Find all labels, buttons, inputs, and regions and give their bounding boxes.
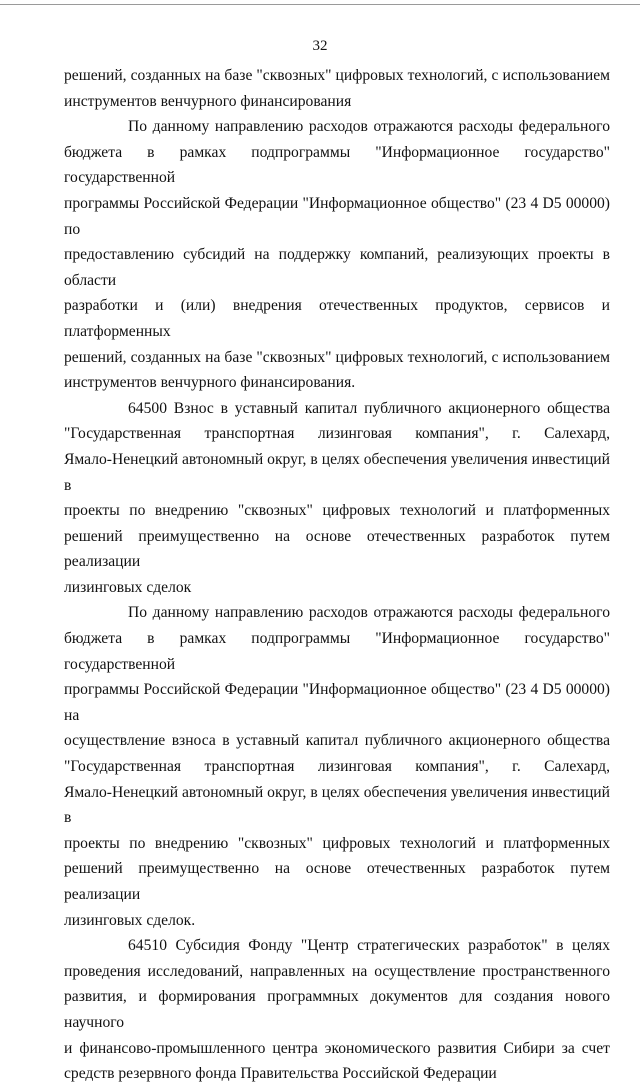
text-line: средств резервного фонда Правительства Российской Федерации xyxy=(64,1065,497,1083)
text-line: решений, созданных на базе "сквозных" цифровых технологий, с использованием xyxy=(64,67,610,84)
paragraph xyxy=(64,600,610,933)
paragraph xyxy=(64,933,610,1087)
text-line: 64500 Взнос в уставный капитал публичного акционерного общества xyxy=(128,399,610,417)
text-line: лизинговых сделок xyxy=(64,578,192,596)
text-line: решений преимущественно на основе отечественных разработок путем реализации xyxy=(64,860,610,903)
paragraph xyxy=(64,114,610,396)
text-line: проекты по внедрению "сквозных" цифровых технологий и платформенных xyxy=(64,834,610,852)
text-line: программы Российской Федерации "Информационное общество" (23 4 D5 00000) по xyxy=(64,194,610,238)
text-line: инструментов венчурного финансирования. xyxy=(64,374,356,392)
text-line: По данному направлению расходов отражаются расходы федерального xyxy=(128,118,610,136)
text-line: развития, и формирования программных документов для создания нового научного xyxy=(64,988,610,1031)
text-line: проекты по внедрению "сквозных" цифровых технологий и платформенных xyxy=(64,502,610,520)
text-line: разработки и (или) внедрения отечественных продуктов, сервисов и платформенных xyxy=(64,297,610,340)
text-line: лизинговых сделок. xyxy=(64,911,196,929)
text-line: бюджета в рамках подпрограммы "Информационное государство" государственной xyxy=(64,630,610,673)
text-line: Ямало-Ненецкий автономный округ, в целях обеспечения увеличения инвестиций в xyxy=(64,450,610,494)
top-rule xyxy=(0,4,640,5)
paragraph xyxy=(64,63,610,114)
text-line: предоставлению субсидий на поддержку компаний, реализующих проекты в области xyxy=(64,246,610,289)
text-line: "Государственная транспортная лизинговая компания", г. Салехард, xyxy=(64,758,610,776)
text-line: программы Российской Федерации "Информационное общество" (23 4 D5 00000) на xyxy=(64,681,610,724)
text-line: решений, созданных на базе "сквозных" цифровых технологий, с использованием xyxy=(64,348,610,366)
text-line: осуществление взноса в уставный капитал публичного акционерного общества xyxy=(64,732,610,750)
text-line: бюджета в рамках подпрограммы "Информационное государство" государственной xyxy=(64,143,610,187)
text-line: решений преимущественно на основе отечественных разработок путем реализации xyxy=(64,527,610,571)
text-line: 64510 Субсидия Фонду "Центр стратегических разработок" в целях xyxy=(128,937,610,955)
document-body xyxy=(64,63,610,1087)
text-line: По данному направлению расходов отражаются расходы федерального xyxy=(128,604,610,622)
text-line: и финансово-промышленного центра экономического развития Сибири за счет xyxy=(64,1039,610,1057)
text-line: "Государственная транспортная лизинговая компания", г. Салехард, xyxy=(64,425,610,443)
page-number: 32 xyxy=(312,38,328,54)
text-line: Ямало-Ненецкий автономный округ, в целях обеспечения увеличения инвестиций в xyxy=(64,783,610,827)
paragraph xyxy=(64,396,610,601)
text-line: инструментов венчурного финансирования xyxy=(64,92,352,110)
text-line: проведения исследований, направленных на осуществление пространственного xyxy=(64,962,610,980)
